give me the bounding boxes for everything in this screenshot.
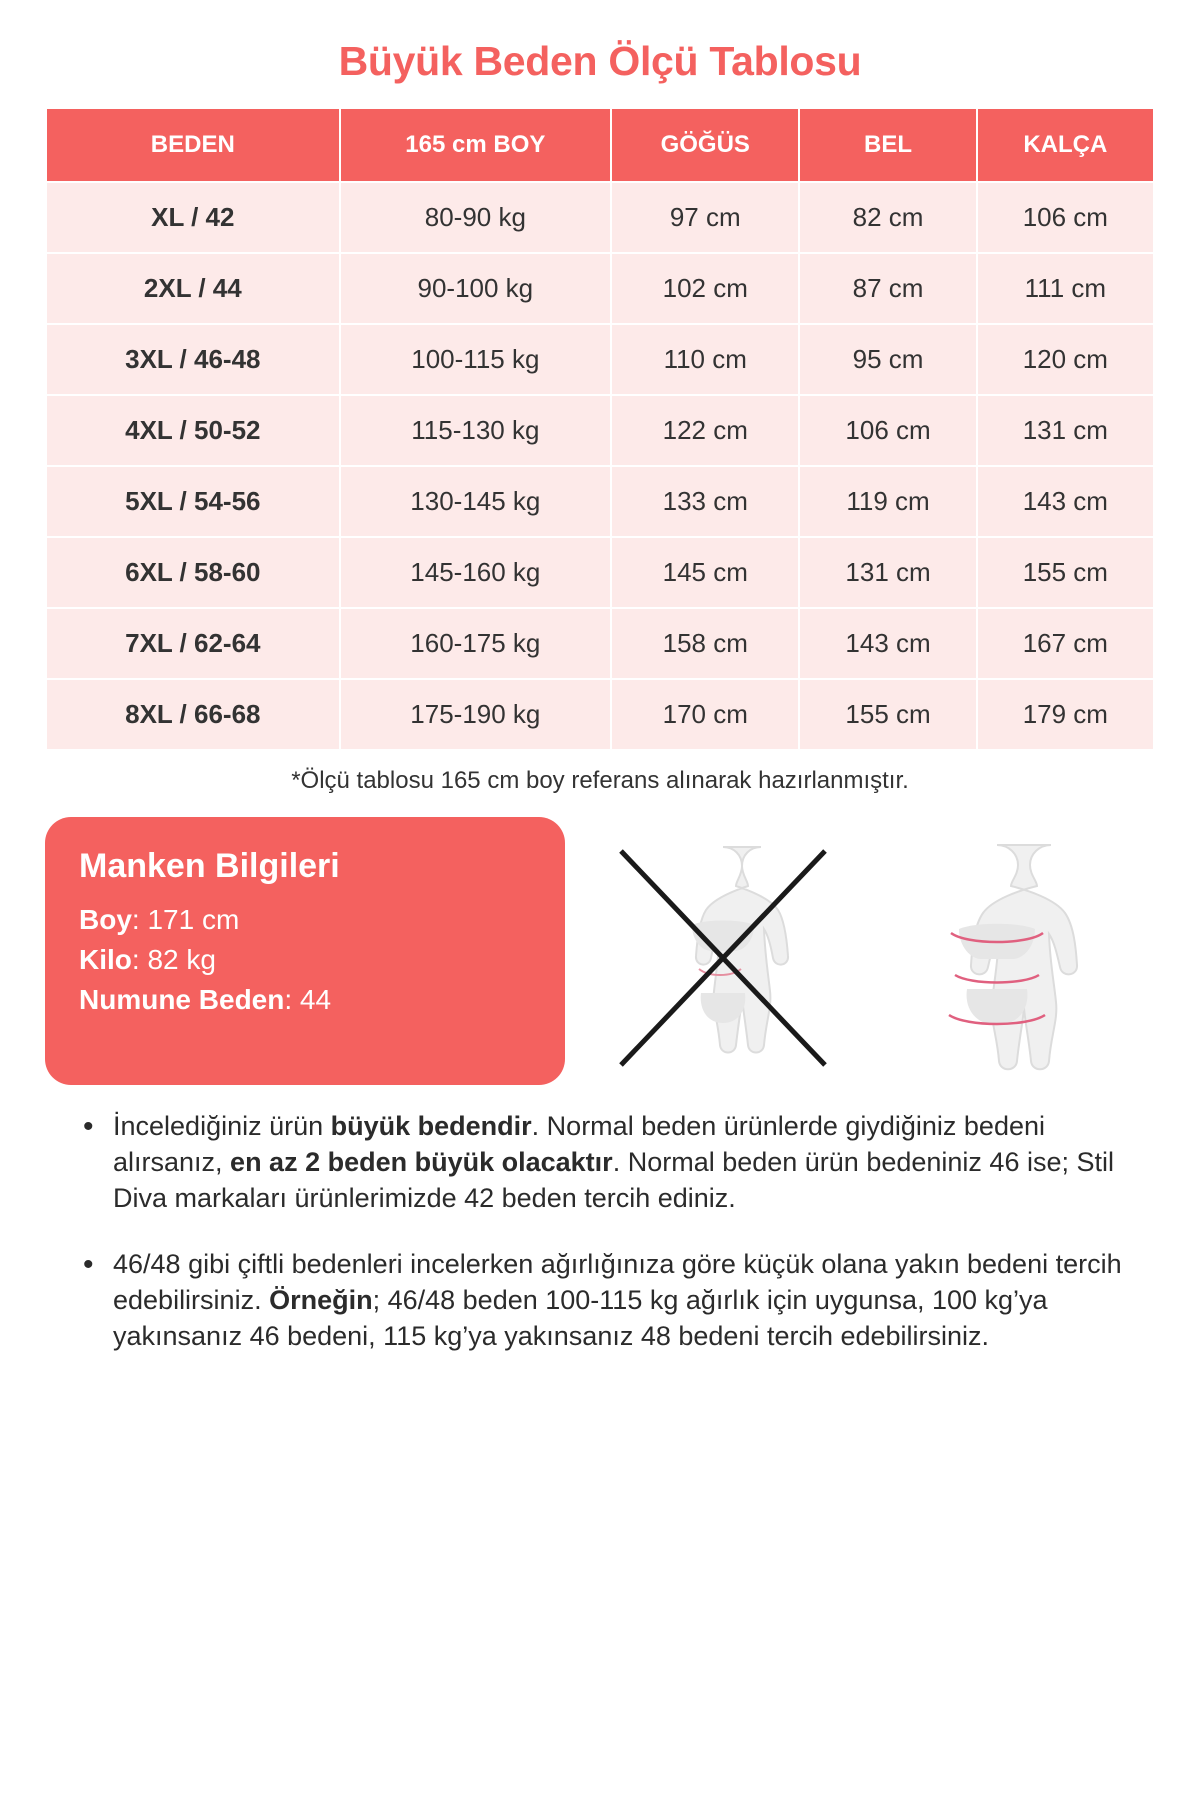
bullet-text-1-part-3: . Normal beden ürünlerde giydiğiniz bedeni alırsanız, (113, 1111, 1045, 1177)
cell-bel: 82 cm (799, 182, 976, 253)
model-info-heading: Manken Bilgileri (79, 847, 340, 885)
cell-bel: 87 cm (799, 253, 976, 324)
notes-list (45, 1109, 1155, 1354)
cell-kalca: 155 cm (977, 537, 1154, 608)
model-sample-size-value: : 44 (284, 984, 332, 1015)
table-row (46, 395, 1154, 466)
model-weight-value: : 82 kg (131, 944, 216, 975)
model-sample-size-label: Numune Beden (79, 984, 285, 1015)
cell-boy: 100-115 kg (340, 324, 611, 395)
cell-boy: 175-190 kg (340, 679, 611, 750)
cell-boy: 80-90 kg (340, 182, 611, 253)
size-table (45, 107, 1155, 751)
cell-bel: 131 cm (799, 537, 976, 608)
cell-boy: 145-160 kg (340, 537, 611, 608)
table-row (46, 608, 1154, 679)
list-item (83, 1247, 1155, 1355)
table-row (46, 679, 1154, 750)
cell-gogus: 122 cm (611, 395, 799, 466)
cell-beden: 5XL / 54-56 (46, 466, 340, 537)
cell-boy: 130-145 kg (340, 466, 611, 537)
table-row (46, 537, 1154, 608)
cell-gogus: 110 cm (611, 324, 799, 395)
model-height-line (79, 904, 535, 936)
cell-bel: 155 cm (799, 679, 976, 750)
model-sample-size-line (79, 984, 535, 1016)
model-info-card (45, 817, 565, 1085)
cell-gogus: 102 cm (611, 253, 799, 324)
cell-kalca: 120 cm (977, 324, 1154, 395)
bullet-text-1-part-1: İncelediğiniz ürün (113, 1111, 331, 1141)
table-body (46, 182, 1154, 750)
table-row (46, 253, 1154, 324)
list-item (83, 1109, 1155, 1217)
bullet-text-1-part-5: . Normal beden ürün bedeniniz 46 ise; Stil Diva markaları ürünlerimizde 42 beden tercih ediniz. (113, 1146, 1114, 1213)
model-weight-line (79, 944, 535, 976)
cell-kalca: 179 cm (977, 679, 1154, 750)
column-header-gogus: GÖĞÜS (611, 108, 799, 182)
cell-gogus: 145 cm (611, 537, 799, 608)
cell-beden: XL / 42 (46, 182, 340, 253)
model-height-label: Boy (79, 904, 132, 935)
bullet-text-1-part-4: en az 2 beden büyük olacaktır (230, 1146, 613, 1177)
column-header-bel: BEL (799, 108, 976, 182)
table-row (46, 466, 1154, 537)
cell-beden: 4XL / 50-52 (46, 395, 340, 466)
cell-kalca: 143 cm (977, 466, 1154, 537)
column-header-boy: 165 cm BOY (340, 108, 611, 182)
cell-boy: 115-130 kg (340, 395, 611, 466)
cell-kalca: 106 cm (977, 182, 1154, 253)
cell-gogus: 133 cm (611, 466, 799, 537)
model-info-section (45, 817, 1155, 1085)
crossed-out-slim-body-figure (603, 833, 843, 1083)
cell-bel: 119 cm (799, 466, 976, 537)
cell-beden: 2XL / 44 (46, 253, 340, 324)
cell-kalca: 111 cm (977, 253, 1154, 324)
cell-gogus: 170 cm (611, 679, 799, 750)
slim-body-icon (603, 833, 843, 1083)
column-header-beden: BEDEN (46, 108, 340, 182)
body-figures (565, 817, 1155, 1083)
table-row (46, 182, 1154, 253)
table-footnote: *Ölçü tablosu 165 cm boy referans alınarak hazırlanmıştır. (291, 767, 909, 794)
page-title: Büyük Beden Ölçü Tablosu (338, 38, 862, 84)
plus-size-body-measure-figure (877, 833, 1117, 1083)
bullet-text-2-part-2: Örneğin (269, 1284, 373, 1315)
cell-boy: 90-100 kg (340, 253, 611, 324)
cell-beden: 6XL / 58-60 (46, 537, 340, 608)
table-header-row (46, 108, 1154, 182)
cell-bel: 95 cm (799, 324, 976, 395)
bullet-text-2-part-1: 46/48 gibi çiftli bedenleri incelerken ağırlığınıza göre küçük olana yakın bedeni tercih edebilirsiniz. (113, 1248, 1122, 1315)
cell-bel: 143 cm (799, 608, 976, 679)
model-weight-label: Kilo (79, 944, 132, 975)
cell-kalca: 131 cm (977, 395, 1154, 466)
table-row (46, 324, 1154, 395)
cell-gogus: 97 cm (611, 182, 799, 253)
cell-kalca: 167 cm (977, 608, 1154, 679)
plus-size-body-icon (877, 833, 1117, 1083)
column-header-kalca: KALÇA (977, 108, 1154, 182)
bullet-text-2-part-3: ; 46/48 beden 100-115 kg ağırlık için uygunsa, 100 kg’ya yakınsanız 46 bedeni, 115 kg’ya yakınsanız 48 bedeni tercih edebilirsiniz. (113, 1284, 1048, 1351)
cell-beden: 3XL / 46-48 (46, 324, 340, 395)
cell-gogus: 158 cm (611, 608, 799, 679)
bullet-text-1-part-2: büyük bedendir (330, 1111, 532, 1141)
cell-beden: 7XL / 62-64 (46, 608, 340, 679)
cell-boy: 160-175 kg (340, 608, 611, 679)
model-height-value: : 171 cm (131, 904, 240, 935)
cell-beden: 8XL / 66-68 (46, 679, 340, 750)
cell-bel: 106 cm (799, 395, 976, 466)
